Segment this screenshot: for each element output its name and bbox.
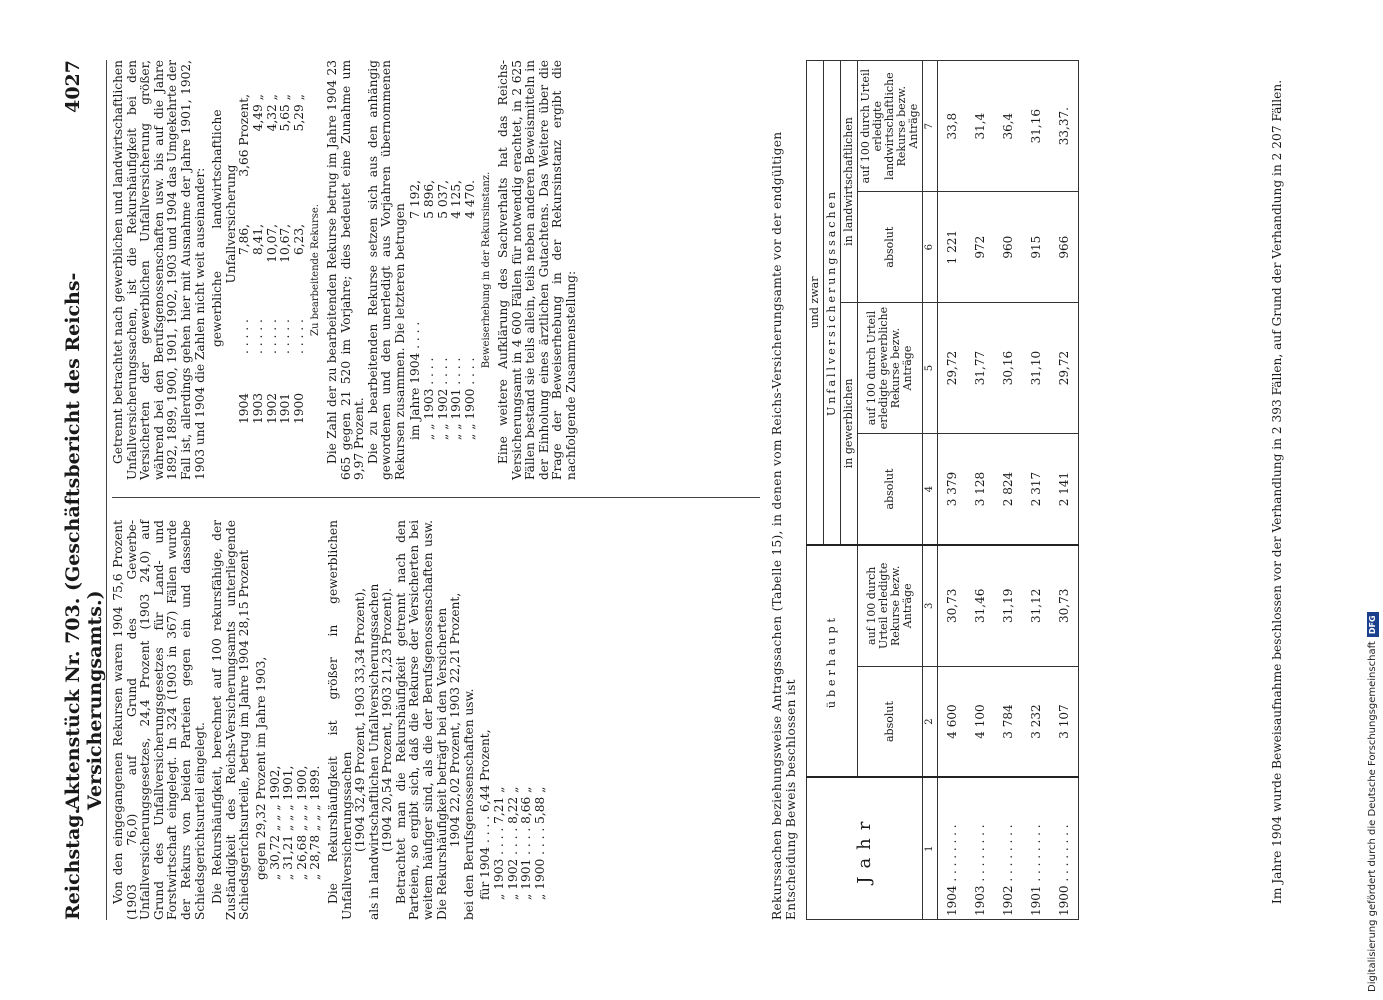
paragraph: Die Zahl der zu bearbeitenden Rekurse betrug im Jahre 1904 23 665 gegen 21 520 im Vorjahre; dies bedeutet eine Zunahme um 9,97 Prozent. [324,60,367,480]
statistics-table [806,60,1079,920]
list-item: „ 1902 . . . . 8,22 „ [505,786,520,900]
section-heading: Zu bearbeitende Rekurse. [310,204,322,336]
header-landwirtschaftlich: in landwirtschaftlichen [841,61,858,303]
col-number: 4 [923,434,938,545]
list-item: „ „ 1903 . . . . 5 896, [422,180,437,440]
rekurs-list [255,520,323,920]
header-ueberhaupt: überhaupt [807,545,858,778]
digitization-note [1366,8,1380,992]
comparison-row: 1903 . . . . . 8,41, 4,49 „ [250,94,265,424]
table-row: 1900 . . . . . . . . 3 107 30,73 2 141 29,72 966 33,37. [1050,61,1079,920]
footer-paragraph: Im Jahre 1904 wurde Beweisaufnahme beschlossen vor der Verhandlung in 2 393 Fällen, auf Grund der Verhandlung in 2 207 Fällen. [1270,79,1284,904]
paragraph: Von den eingegangenen Rekursen waren 1904 75,6 Prozent (1903 76,0) auf Grund des Gewerbe-Unfallversicherungsgesetzes, 24,4 Prozent (1903 24,0) auf Grund des Unfallversicherungsgesetzes für Land- und Forstwirtschaft eingelegt. In 324 (1903 in 367) Fällen wurde der Rekurs von beiden Parteien gegen ein und dasselbe Schiedsgerichtsurteil eingelegt. [111,520,207,920]
paragraph: (1904 32,49 Prozent, 1903 33,34 Prozent), [353,588,368,852]
header-absolut: absolut [858,192,923,303]
comparison-row: 1900 . . . . . 6,23, 5,29 „ [291,94,306,424]
list-item: „ 26,68 „ „ „ 1900, [294,765,309,880]
header-absolut: absolut [858,666,923,777]
col-number: 7 [923,61,938,192]
header-landwirtschaftliche: landwirtschaftliche [210,109,225,229]
left-column [112,520,762,920]
berufsgenossenschaft-list [479,520,547,920]
table-row: 1902 . . . . . . . . 3 784 31,19 2 824 30,16 960 36,4 [994,61,1022,920]
paragraph: Betrachtet man die Rekurshäufigkeit getrennt nach den Parteien, so ergibt sich, daß die Rekurse der Versicherten bei weitem häufiger sind, als die der Berufsgenossenschaften usw. Die Rekurshäufigkeit beträgt bei den Versicherten [393,520,449,920]
list-item: „ „ 1902 . . . . 5 037, [435,180,450,440]
table-caption: Rekurssachen beziehungsweise Antragssachen (Tabelle 15), in denen vom Reichs-Versicherungsamte vor der endgültigen Entscheidung Beweis beschlossen ist [770,131,798,920]
header-jahr: Jahr [807,777,923,919]
header-left: Reichstag. [62,807,84,920]
list-item: „ 1903 . . . . 7,21 „ [492,786,507,900]
col-number: 6 [923,192,938,303]
paragraph: als in landwirtschaftlichen Unfallversicherungssachen [366,583,381,920]
list-item: „ 31,21 „ „ „ 1901, [281,765,296,880]
comparison-row: 1904 . . . . . 7,86, 3,66 Prozent, [237,94,252,424]
list-item: „ 1901 . . . . 8,66 „ [519,786,534,900]
comparison-row: 1902 . . . . . 10,07, 4,32 „ [264,94,279,424]
col-number: 2 [923,666,938,777]
comparison-row: 1901 . . . . . 10,67, 5,65 „ [278,94,293,424]
table-row: 1904 . . . . . . . . 4 600 30,73 3 379 29,72 1 221 33,8 [938,61,967,920]
carryover-list [409,180,477,440]
table-row: 1901 . . . . . . . . 3 232 31,12 2 317 31,10 915 31,16 [1022,61,1050,920]
list-item: gegen 29,32 Prozent im Jahre 1903, [253,656,268,880]
header-gewerbliche: gewerbliche [210,271,225,347]
paragraph: Die Rekurshäufigkeit, berechnet auf 100 rekursfähige, der Zuständigkeit des Reichs-Versicherungsamts unterliegende Schiedsgerichtsurteile, betrug im Jahre 1904 28,15 Prozent [210,520,252,920]
list-item: „ 28,78 „ „ „ 1899. [308,765,323,880]
paragraph: Die Rekurshäufigkeit ist größer in gewerblichen Unfallversicherungssachen [325,520,354,920]
comparison-table [211,84,306,424]
paragraph: Die zu bearbeitenden Rekurse setzen sich aus den anhängig gewordenen und den unerledigt aus Vorjahren übernommenen Rekursen zusammen. Die letzteren betrugen [365,60,407,480]
header-unfallversicherungssachen: Unfallversicherungssachen [824,61,841,545]
header-pct-all: auf 100 durch Urteil erledigte Rekurse bezw. Anträge [858,545,923,666]
list-item: „ „ 1901 . . . . 4 125, [449,180,464,440]
column-divider [112,497,760,498]
paragraph: bei den Berufsgenossenschaften usw. [461,688,476,920]
header-center: Aktenstück Nr. 703. (Geschäftsbericht des Reichs-Versicherungsamts.) [62,272,106,810]
section-heading: Beweiserhebung in der Rekursinstanz. [481,171,493,369]
list-item: im Jahre 1904 . . . . 7 192, [408,180,423,440]
header-gewerblich: in gewerblichen [841,302,858,544]
header-pct-gew: auf 100 durch Urteil erledigte gewerbliche Rekurse bezw. Anträge [858,302,923,433]
dfg-logo: DFG [1367,612,1379,637]
list-item: „ „ 1900 . . . . 4 470. [462,180,477,440]
digitization-text: Digitalisierung gefördert durch die Deutsche Forschungsgemeinschaft [1367,641,1378,992]
table-row: 1903 . . . . . . . . 4 100 31,46 3 128 31,77 972 31,4 [966,61,994,920]
list-item: „ 30,72 „ „ „ 1902, [267,765,282,880]
paragraph: Getrennt betrachtet nach gewerblichen und landwirtschaftlichen Unfallversicherungssachen, ist die Rekurshäufigkeit bei den Versicherten der gewerblichen Unfallversicherung größer, während bei den Berufsgenossenschaften usw. bis auf die Jahre 1892, 1899, 1900, 1901, 1902, 1903 und 1904 das Umgekehrte der Fall ist, allerdings gehen hier mit Ausnahme der Jahre 1901, 1902, 1903 und 1904 die Zahlen nicht weit auseinander: [111,60,207,480]
header-absolut: absolut [858,434,923,545]
header-rule [106,60,107,920]
col-number: 1 [923,777,938,919]
page-number: 4027 [62,60,84,113]
right-column [112,60,762,480]
comparison-header [211,84,225,424]
header-unfallversicherung: Unfallversicherung [223,164,238,284]
page-header [62,60,106,920]
header-und-zwar: und zwar [807,61,824,545]
header-pct-land: auf 100 durch Urteil erledigte landwirtschaftliche Rekurse bezw. Anträge [858,61,923,192]
paragraph: Eine weitere Aufklärung des Sachverhalts hat das Reichs-Versicherungsamt in 4 600 Fällen für notwendig erachtet, in 2 625 Fällen bestand sie teils allein, teils neben anderen Beweismitteln in der Einholung eines ärztlichen Gutachtens. Das Weitere über die Frage der Beweiserhebung in der Rekursinstanz ergibt die nachfolgende Zusammenstellung: [496,60,578,480]
list-item: für 1904 . . . . 6,44 Prozent, [478,729,493,900]
col-number: 3 [923,545,938,666]
col-number: 5 [923,302,938,433]
paragraph: (1904 20,54 Prozent, 1903 21,23 Prozent). [380,588,395,852]
list-item: „ 1900 . . . . 5,88 „ [532,786,547,900]
paragraph: 1904 22,02 Prozent, 1903 22,21 Prozent, [448,592,463,848]
